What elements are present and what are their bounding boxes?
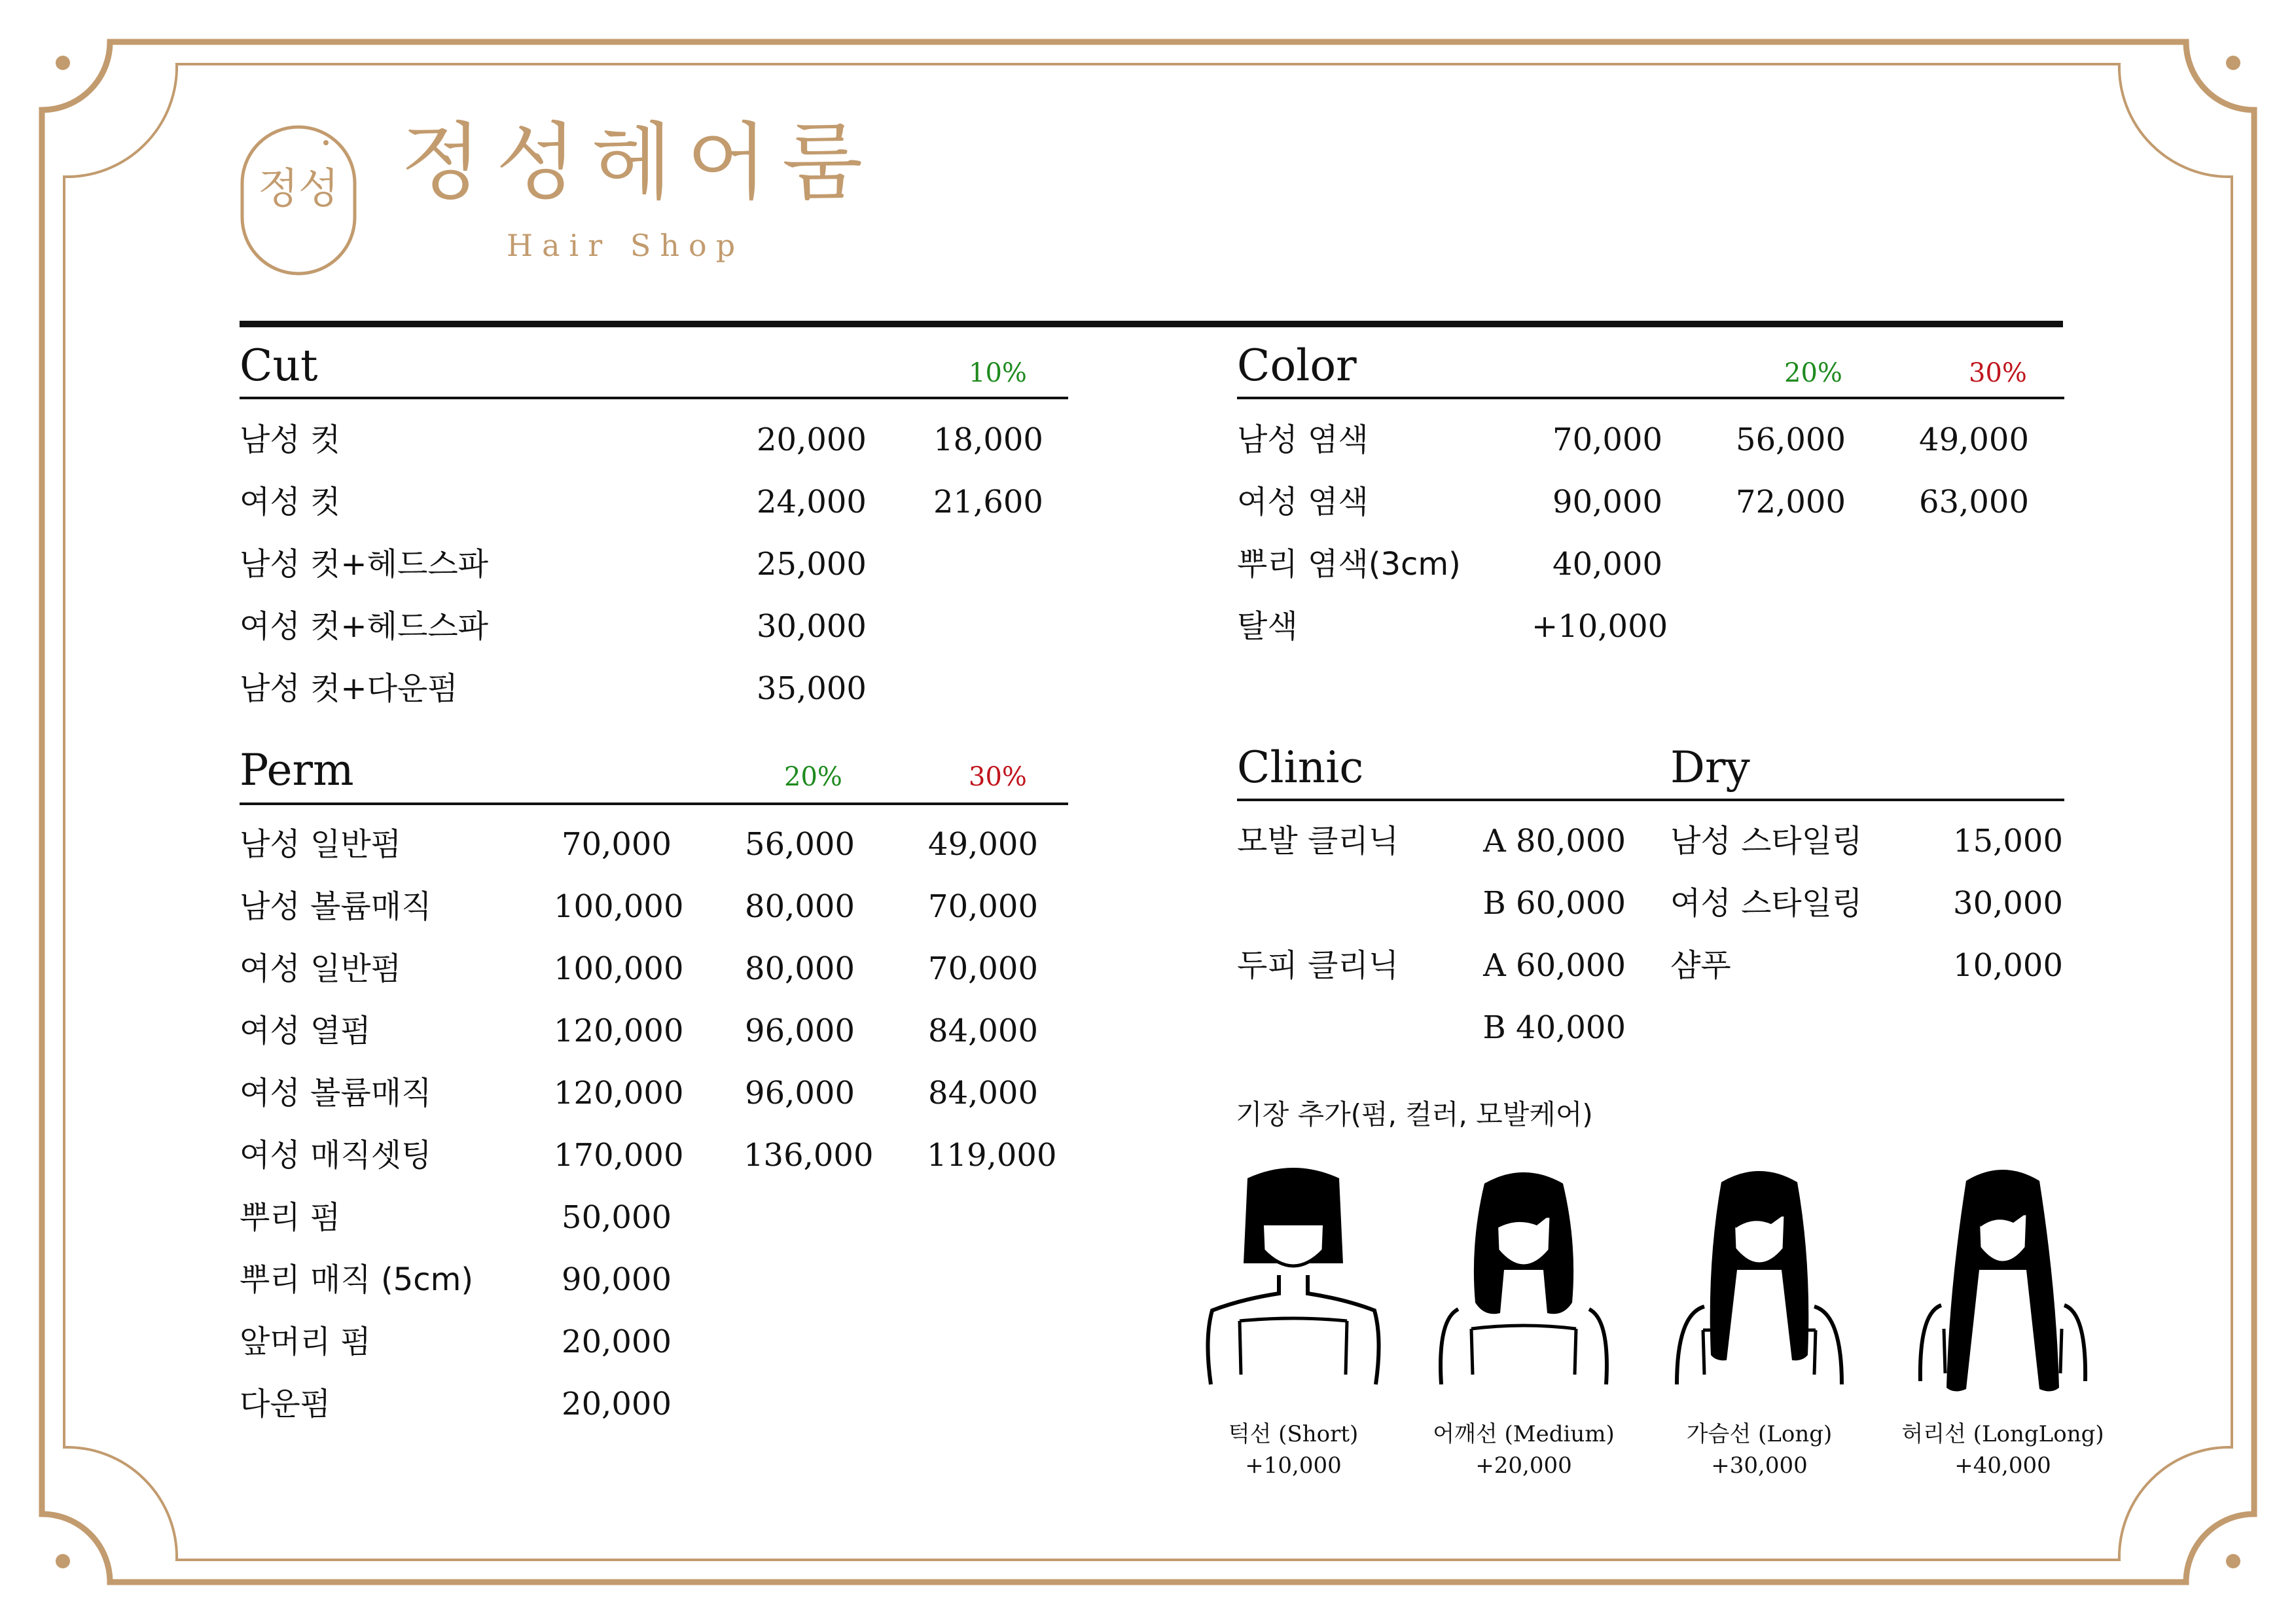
discount-price: 18,000: [933, 422, 1043, 458]
price: 20,000: [757, 422, 867, 458]
price: 25,000: [757, 546, 867, 583]
price: 70,000: [562, 826, 672, 863]
price: 20,000: [562, 1386, 672, 1422]
top-divider: [240, 321, 2063, 327]
discount-price: 84,000: [928, 1075, 1038, 1111]
service-name: 여성 볼륨매직: [240, 1075, 432, 1111]
service-name: 남성 스타일링: [1670, 823, 1863, 859]
discount-price: 96,000: [745, 1013, 855, 1049]
color-discount-30: 30%: [1969, 358, 2027, 388]
length-extra-title: 기장 추가(펌, 컬러, 모발케어): [1236, 1098, 1593, 1130]
length-option-label: 어깨선 (Medium): [1433, 1421, 1615, 1447]
price: 90,000: [562, 1261, 672, 1298]
cut-divider: [240, 397, 1068, 399]
price: B 60,000: [1482, 885, 1626, 922]
price: 70,000: [1552, 422, 1662, 458]
price: 120,000: [554, 1013, 684, 1049]
price: 35,000: [757, 670, 867, 707]
length-option-price: +10,000: [1245, 1453, 1342, 1479]
price: 170,000: [554, 1137, 684, 1174]
price: 120,000: [554, 1075, 684, 1111]
discount-price: 80,000: [745, 950, 855, 987]
price: 30,000: [1953, 885, 2063, 922]
discount-price: 70,000: [928, 888, 1038, 925]
service-name: 여성 일반펌: [240, 950, 402, 987]
price: 10,000: [1953, 947, 2063, 984]
discount-price: 84,000: [928, 1013, 1038, 1049]
logo-mark-icon: [240, 124, 357, 276]
price: A 80,000: [1483, 823, 1626, 859]
discount-price: 49,000: [1919, 422, 2029, 458]
service-name: 다운펌: [240, 1386, 331, 1422]
color-heading: Color: [1237, 340, 1357, 391]
color-divider: [1237, 397, 2064, 399]
price: 40,000: [1552, 546, 1662, 583]
color-discount-20: 20%: [1784, 358, 1842, 388]
service-name: 뿌리 매직 (5cm): [240, 1261, 474, 1298]
discount-price: 49,000: [928, 826, 1038, 863]
price: 50,000: [562, 1199, 672, 1236]
brand-name: 정성헤어룸: [401, 114, 878, 211]
price: A 60,000: [1483, 947, 1626, 984]
discount-price: 96,000: [745, 1075, 855, 1111]
length-option-price: +40,000: [1954, 1453, 2051, 1479]
long-hair-icon: [1668, 1165, 1851, 1401]
price: 100,000: [554, 888, 684, 925]
length-option-price: +30,000: [1711, 1453, 1808, 1479]
service-name: 남성 볼륨매직: [240, 888, 432, 925]
service-name: 남성 컷+헤드스파: [240, 546, 489, 583]
service-name: 여성 열펌: [240, 1013, 371, 1049]
medium-hair-icon: [1432, 1165, 1615, 1401]
dry-heading: Dry: [1670, 742, 1750, 793]
discount-price: 56,000: [1736, 422, 1846, 458]
perm-discount-20: 20%: [784, 762, 842, 792]
price: +10,000: [1532, 608, 1668, 645]
perm-divider: [240, 803, 1068, 805]
perm-discount-30: 30%: [969, 762, 1027, 792]
service-name: 남성 컷: [240, 422, 341, 458]
discount-price: 80,000: [745, 888, 855, 925]
longlong-hair-icon: [1911, 1165, 2094, 1401]
service-name: 남성 일반펌: [240, 826, 402, 863]
service-name: 여성 염색: [1237, 484, 1369, 520]
price: 90,000: [1552, 484, 1662, 520]
service-name: 여성 컷+헤드스파: [240, 608, 489, 645]
svg-text:정성: 정성: [258, 165, 339, 213]
price: 30,000: [757, 608, 867, 645]
service-name: 여성 컷: [240, 484, 341, 520]
discount-price: 56,000: [745, 826, 855, 863]
service-name: 앞머리 펌: [240, 1324, 371, 1360]
length-option-label: 가슴선 (Long): [1686, 1421, 1833, 1447]
discount-price: 119,000: [927, 1137, 1057, 1174]
brand-subtitle: Hair Shop: [507, 228, 745, 263]
discount-price: 63,000: [1919, 484, 2029, 520]
discount-price: 72,000: [1736, 484, 1846, 520]
length-option-label: 허리선 (LongLong): [1901, 1421, 2104, 1447]
service-name: 뿌리 펌: [240, 1199, 341, 1236]
length-option-price: +20,000: [1475, 1453, 1572, 1479]
cut-heading: Cut: [240, 340, 318, 391]
service-name: 뿌리 염색(3cm): [1237, 546, 1461, 583]
clinic-dry-divider: [1237, 799, 2064, 801]
price: B 40,000: [1482, 1009, 1626, 1046]
discount-price: 136,000: [744, 1137, 874, 1174]
price: 24,000: [757, 484, 867, 520]
clinic-heading: Clinic: [1237, 742, 1364, 793]
service-name: 샴푸: [1670, 947, 1731, 984]
service-name: 두피 클리닉: [1237, 947, 1399, 984]
service-name: 여성 매직셋팅: [240, 1137, 432, 1174]
discount-price: 21,600: [933, 484, 1043, 520]
length-option-label: 턱선 (Short): [1228, 1421, 1359, 1447]
service-name: 여성 스타일링: [1670, 885, 1863, 922]
perm-heading: Perm: [240, 745, 354, 795]
price: 15,000: [1953, 823, 2063, 859]
logo: [240, 124, 357, 276]
service-name: 남성 염색: [1237, 422, 1369, 458]
discount-price: 70,000: [928, 950, 1038, 987]
service-name: 모발 클리닉: [1237, 823, 1399, 859]
service-name: 남성 컷+다운펌: [240, 670, 458, 707]
price: 100,000: [554, 950, 684, 987]
short-hair-icon: [1202, 1165, 1385, 1401]
price: 20,000: [562, 1324, 672, 1360]
cut-discount-10: 10%: [969, 358, 1027, 388]
service-name: 탈색: [1237, 608, 1298, 645]
